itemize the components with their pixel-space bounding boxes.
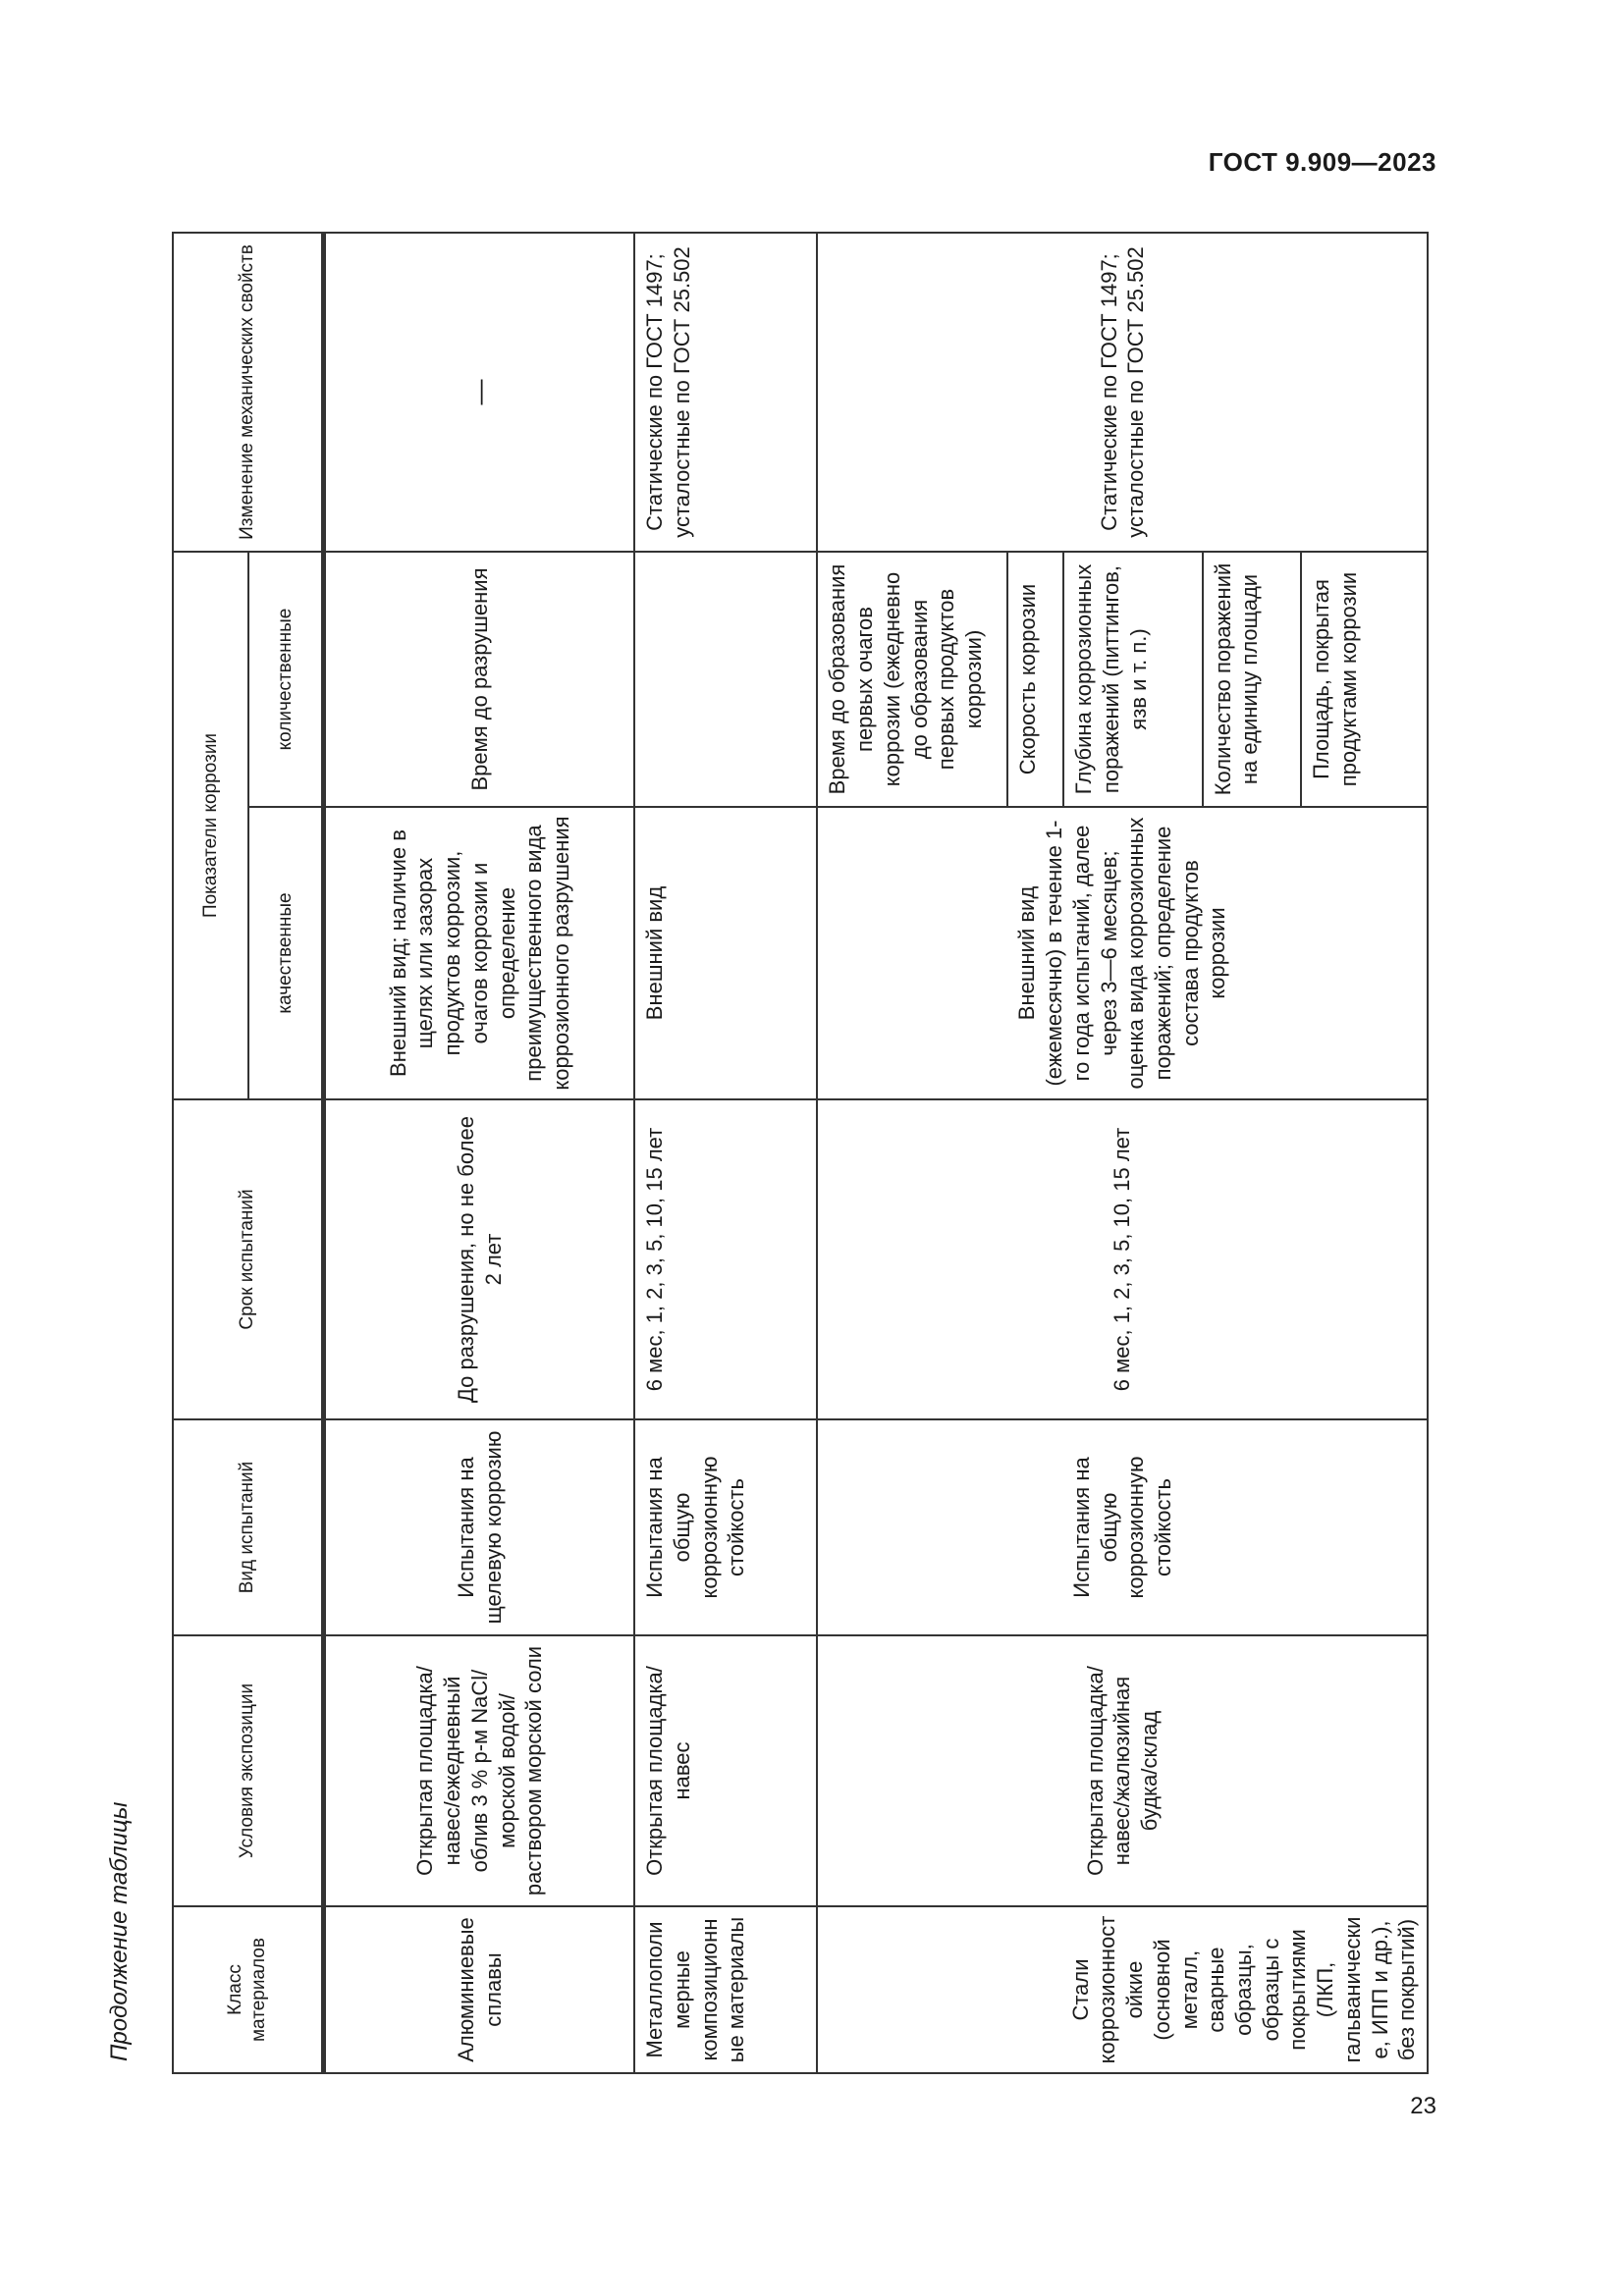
table-header-row [173,233,248,2073]
header-quantitative: количественные [248,552,323,807]
header-conditions: Условия экспозиции [173,1635,323,1906]
cell-conditions: Открытая площадка/навес/ежедневный облив 3 % р-м NaCl/морской водой/раствором морской соли [325,1635,634,1906]
cell-duration: 6 мес, 1, 2, 3, 5, 10, 15 лет [817,1099,1428,1419]
table-row [325,233,634,2073]
cell-class: Стали коррозионностойкие (основной металл, сварные образцы, образцы с покрытиями (ЛКП, гальванические, ИПП и др.), без покрытий) [817,1906,1428,2073]
page-number: 23 [1410,2093,1436,2119]
cell-mechanical: Статические по ГОСТ 1497; усталостные по ГОСТ 25.502 [817,233,1428,552]
cell-duration: 6 мес, 1, 2, 3, 5, 10, 15 лет [634,1099,817,1419]
standard-code: ГОСТ 9.909—2023 [1208,147,1436,177]
cell-test-type: Испытания на общую коррозионную стойкость [634,1419,817,1635]
header-qualitative: качественные [248,807,323,1099]
cell-mechanical: Статические по ГОСТ 1497; усталостные по ГОСТ 25.502 [634,233,817,552]
header-duration: Срок испытаний [173,1099,323,1419]
cell-mechanical: — [325,233,634,552]
cell-quantitative [634,552,817,807]
cell-qualitative: Внешний вид [634,807,817,1099]
cell-qualitative: Внешний вид; наличие в щелях или зазорах продуктов коррозии, очагов коррозии и определение преимущественного вида коррозионного разрушения [325,807,634,1099]
cell-quantitative-depth: Глубина коррозионных поражений (питтингов, язв и т. п.) [1063,552,1202,807]
cell-class: Алюминиевые сплавы [325,1906,634,2073]
cell-duration: До разрушения, но не более 2 лет [325,1099,634,1419]
cell-quantitative-first-corrosion-time: Время до образования первых очагов коррозии (ежедневно до образования первых продуктов коррозии) [817,552,1006,807]
header-indicators: Показатели коррозии [173,552,248,1099]
cell-conditions: Открытая площадка/навес/жалюзийная будка/склад [817,1635,1428,1906]
cell-test-type: Испытания на общую коррозионную стойкость [817,1419,1428,1635]
cell-quantitative-corrosion-rate: Скорость коррозии [1007,552,1064,807]
cell-test-type: Испытания на щелевую коррозию [325,1419,634,1635]
cell-qualitative: Внешний вид (ежемесячно) в течение 1-го года испытаний, далее через 3—6 месяцев; оценка вида коррозионных поражений; определение состава продуктов коррозии [817,807,1428,1099]
table-continuation-caption: Продолжение таблицы [106,1801,133,2061]
header-test-type: Вид испытаний [173,1419,323,1635]
cell-conditions: Открытая площадка/навес [634,1635,817,1906]
cell-quantitative-lesions-count: Количество поражений на единицу площади [1203,552,1302,807]
rotated-table-container [172,234,1429,2074]
header-class: Класс материалов [173,1906,323,2073]
table-row [817,233,1006,2073]
corrosion-test-table [172,232,1429,2074]
cell-quantitative: Время до разрушения [325,552,634,807]
cell-quantitative-corroded-area: Площадь, покрытая продуктами коррозии [1301,552,1428,807]
cell-class: Металлополимерные композиционные материалы [634,1906,817,2073]
header-mechanical: Изменение механических свойств [173,233,323,552]
table-row [634,233,817,2073]
